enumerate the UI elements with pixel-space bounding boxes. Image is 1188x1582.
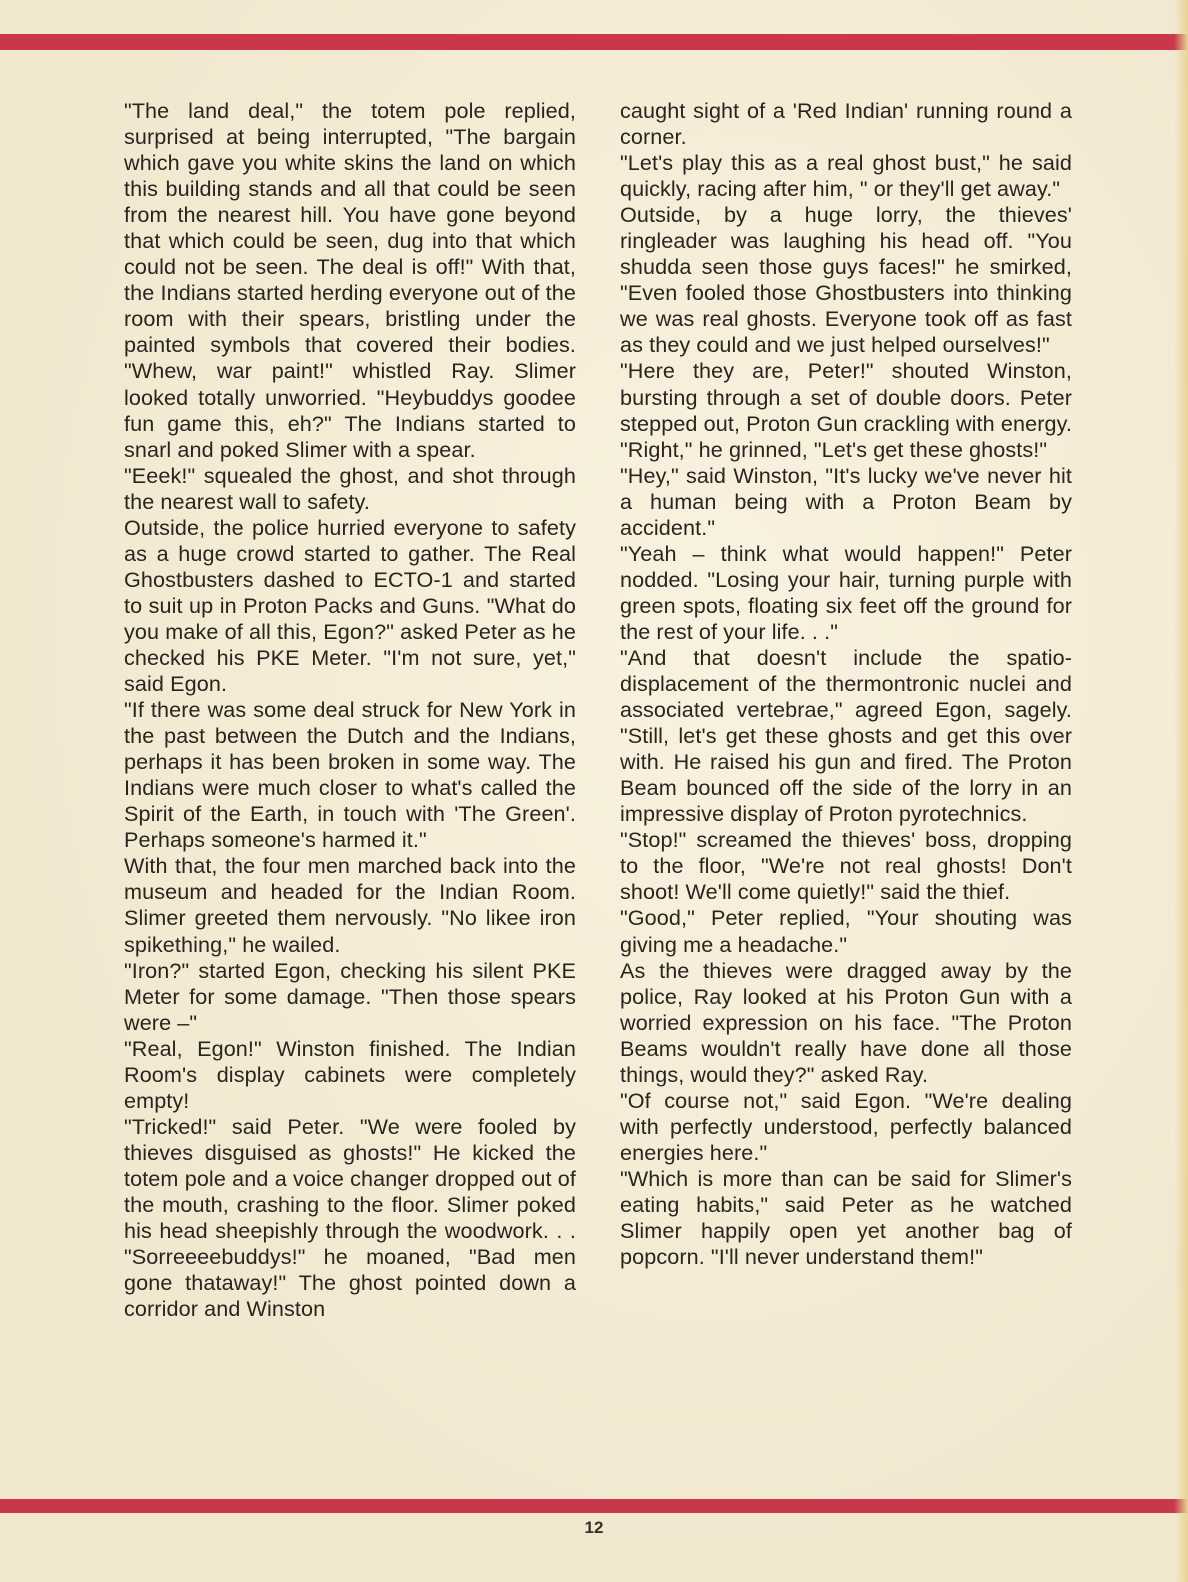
page-number: 12 [584,1518,604,1537]
paragraph: "Hey," said Winston, "It's lucky we've never hit a human being with a Proton Beam by accident." [620,462,1072,540]
paragraph: "The land deal," the totem pole replied, surprised at being interrupted, "The bargain which gave you white skins the land on which this building stands and all that could be seen from the nearest hill. You have gone beyond that which could be seen, dug into that which could not be seen. The deal is off!" With that, the Indians started herding everyone out of the room with their spears, bristling under the painted symbols that covered their bodies. "Whew, war paint!" whistled Ray. Slimer looked totally unworried. "Heybuddys goodee fun game this, eh?" The Indians started to snarl and poked Slimer with a spear. [124,98,576,462]
paragraph: "Yeah – think what would happen!" Peter nodded. "Losing your hair, turning purple with green spots, floating six feet off the ground for the rest of your life. . ." [620,540,1072,644]
paragraph: "Good," Peter replied, "Your shouting was giving me a headache." [620,905,1072,957]
page-edge [1174,0,1188,1582]
paragraph: "Real, Egon!" Winston finished. The Indian Room's display cabinets were completely empty! [124,1035,576,1113]
paragraph: "Here they are, Peter!" shouted Winston, bursting through a set of double doors. Peter stepped out, Proton Gun crackling with energy. "Right," he grinned, "Let's get these ghosts!" [620,358,1072,462]
left-column [124,98,576,1322]
paragraph: "Let's play this as a real ghost bust," he said quickly, racing after him, " or they'll get away." [620,150,1072,202]
paragraph: "If there was some deal struck for New York in the past between the Dutch and the Indians, perhaps it has been broken in some way. The Indians were much closer to what's called the Spirit of the Earth, in touch with 'The Green'. Perhaps someone's harmed it." [124,697,576,853]
paragraph: "And that doesn't include the spatio-displacement of the thermontronic nuclei and associated vertebrae," agreed Egon, sagely. "Still, let's get these ghosts and get this over with. He raised his gun and fired. The Proton Beam bounced off the side of the lorry in an impressive display of Proton pyrotechnics. [620,644,1072,827]
top-red-rule [0,34,1188,50]
paragraph: caught sight of a 'Red Indian' running round a corner. [620,98,1072,150]
paragraph: "Tricked!" said Peter. "We were fooled by thieves disguised as ghosts!" He kicked the totem pole and a voice changer dropped out of the mouth, crashing to the floor. Slimer poked his head sheepishly through the woodwork. . . "Sorreeeebuddys!" he moaned, "Bad men gone thataway!" The ghost pointed down a corridor and Winston [124,1113,576,1322]
paragraph: As the thieves were dragged away by the police, Ray looked at his Proton Gun with a worried expression on his face. "The Proton Beams wouldn't really have done all those things, would they?" asked Ray. [620,957,1072,1087]
right-column [620,98,1072,1270]
paragraph: "Iron?" started Egon, checking his silent PKE Meter for some damage. "Then those spears were –" [124,957,576,1035]
paragraph: "Which is more than can be said for Slimer's eating habits," said Peter as he watched Slimer happily open yet another bag of popcorn. "I'll never understand them!" [620,1165,1072,1270]
bottom-red-rule [0,1499,1188,1513]
paragraph: Outside, by a huge lorry, the thieves' ringleader was laughing his head off. "You shudda seen those guys faces!" he smirked, "Even fooled those Ghostbusters into thinking we was real ghosts. Everyone took off as fast as they could and we just helped ourselves!" [620,202,1072,358]
paragraph: "Of course not," said Egon. "We're dealing with perfectly understood, perfectly balanced energies here." [620,1087,1072,1165]
paragraph: With that, the four men marched back into the museum and headed for the Indian Room. Slimer greeted them nervously. "No likee iron spikething," he wailed. [124,853,576,957]
paragraph: "Eeek!" squealed the ghost, and shot through the nearest wall to safety. [124,462,576,514]
paragraph: "Stop!" screamed the thieves' boss, dropping to the floor, "We're not real ghosts! Don't shoot! We'll come quietly!" said the thief. [620,827,1072,905]
paragraph: Outside, the police hurried everyone to safety as a huge crowd started to gather. The Real Ghostbusters dashed to ECTO-1 and started to suit up in Proton Packs and Guns. "What do you make of all this, Egon?" asked Peter as he checked his PKE Meter. "I'm not sure, yet," said Egon. [124,514,576,697]
